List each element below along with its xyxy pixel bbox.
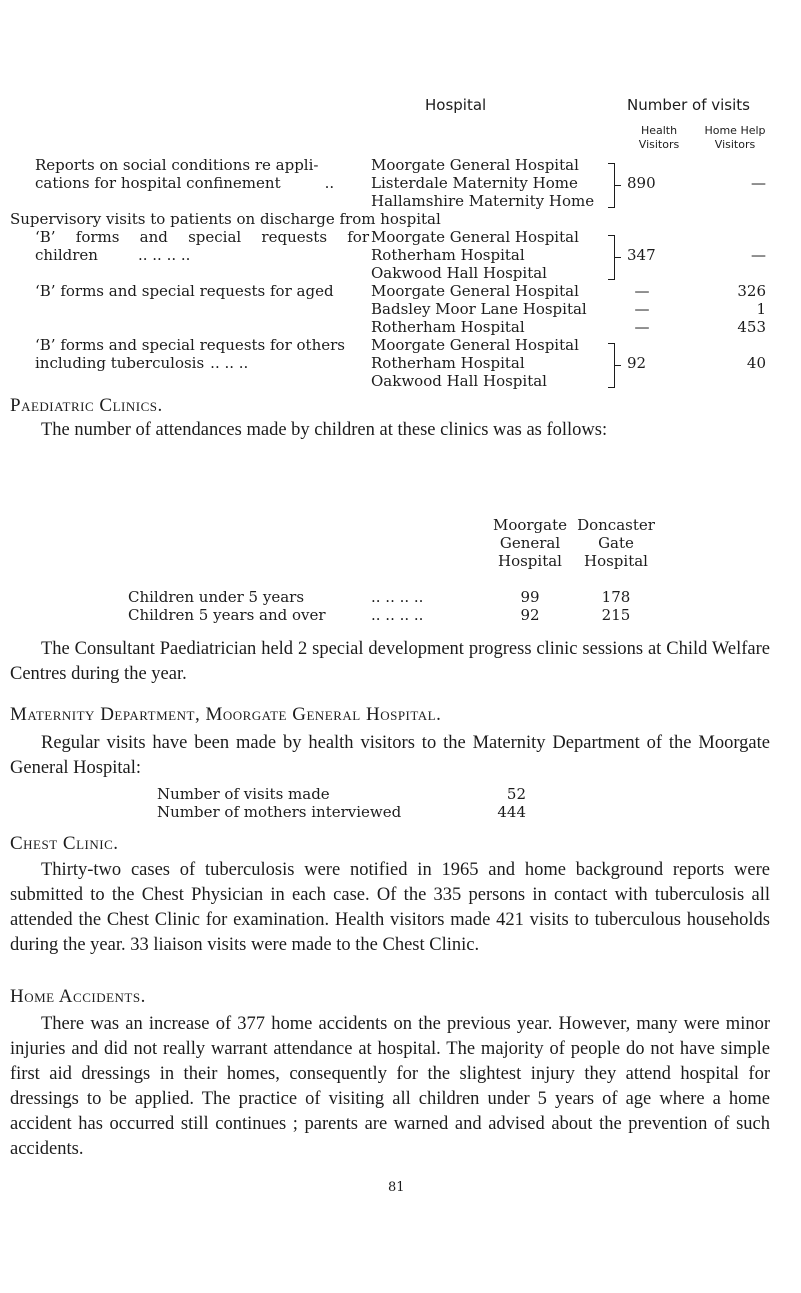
paediatric-row-under5-doncaster: 178	[601, 588, 631, 606]
paediatric-row-over5-doncaster: 215	[601, 606, 631, 624]
row3-health: — — —	[634, 282, 650, 336]
row1-homehelp: —	[751, 174, 766, 192]
maternity-text: Regular visits have been made by health visitors to the Maternity Department of the Moorgate General Hospital:	[10, 733, 770, 778]
row4-hospitals: Moorgate General Hospital Rotherham Hospital Oakwood Hall Hospital	[371, 336, 579, 390]
row4-homehelp: 40	[746, 354, 766, 372]
chest-heading: Chest Clinic.	[10, 833, 119, 854]
row4-label: ‘B’ forms and special requests for others including tuberculosis .. .. ..	[35, 336, 345, 372]
col-header-health-visitors: Health Visitors	[638, 124, 680, 151]
supervisory-heading: Supervisory visits to patients on discharge from hospital	[10, 210, 441, 228]
paediatric-row-over5-label: Children 5 years and over	[128, 606, 326, 624]
chest-text: Thirty-two cases of tuberculosis were notified in 1965 and home background reports were submitted to the Chest Physician in each case. Of the 335 persons in contact with tuberculosis all attended the Chest Clinic for examination. Health visitors made 421 visits to tuberculous households during the year. 33 liaison visits were made to the Chest Clinic.	[10, 860, 770, 955]
paediatric-note: The Consultant Paediatrician held 2 special development progress clinic sessions at Child Welfare Centres during the year.	[10, 639, 770, 684]
paediatric-row-under5-label: Children under 5 years	[128, 588, 305, 606]
row2-label: ‘B’ forms and special requests for children .. .. .. ..	[35, 228, 369, 264]
maternity-row-visits-label: Number of visits made	[157, 785, 330, 803]
maternity-heading: Maternity Department, Moorgate General Hospital.	[10, 704, 442, 725]
page-number: 81	[388, 1180, 405, 1195]
row2-homehelp: —	[751, 246, 766, 264]
paediatric-heading: Paediatric Clinics.	[10, 395, 163, 416]
row4-health: 92	[627, 354, 647, 372]
col-header-number-of-visits: Number of visits	[627, 96, 750, 114]
paediatric-col-doncaster: Doncaster Gate Hospital	[577, 516, 655, 570]
brace-row1	[606, 163, 615, 208]
row3-label: ‘B’ forms and special requests for aged	[35, 282, 334, 300]
brace-row2	[606, 235, 615, 280]
col-header-homehelp-visitors: Home Help Visitors	[704, 124, 766, 151]
maternity-row-mothers-label: Number of mothers interviewed	[157, 803, 402, 821]
row1-hospitals: Moorgate General Hospital Listerdale Maternity Home Hallamshire Maternity Home	[371, 156, 595, 210]
paediatric-row-over5-dots: .. .. .. ..	[371, 606, 424, 624]
paediatric-row-under5-dots: .. .. .. ..	[371, 588, 424, 606]
paediatric-intro: The number of attendances made by children at these clinics was as follows:	[41, 420, 608, 440]
maternity-row-visits-value: 52	[506, 785, 526, 803]
paediatric-row-over5-moorgate: 92	[520, 606, 540, 624]
row3-hospitals: Moorgate General Hospital Badsley Moor Lane Hospital Rotherham Hospital	[371, 282, 587, 336]
row2-hospitals: Moorgate General Hospital Rotherham Hospital Oakwood Hall Hospital	[371, 228, 579, 282]
maternity-row-mothers-value: 444	[497, 803, 526, 821]
row2-health: 347	[627, 246, 656, 264]
home-accidents-heading: Home Accidents.	[10, 986, 146, 1007]
row1-label: Reports on social conditions re appli- cations for hospital confinement ..	[35, 156, 335, 192]
row3-homehelp: 326 1 453	[737, 282, 766, 336]
home-accidents-text: There was an increase of 377 home accidents on the previous year. However, many were minor injuries and did not really warrant attendance at hospital. The majority of people do not have simple first aid dressings in their homes, consequently for the slightest injury they attend hospital for dressings to be applied. The practice of visiting all children under 5 years of age where a home accident has occurred still continues ; parents are warned and advised about the prevention of such accidents.	[10, 1014, 770, 1159]
row1-health: 890	[627, 174, 656, 192]
col-header-hospital: Hospital	[425, 96, 487, 114]
paediatric-col-moorgate: Moorgate General Hospital	[492, 516, 568, 570]
brace-row4	[606, 343, 615, 388]
paediatric-row-under5-moorgate: 99	[520, 588, 540, 606]
